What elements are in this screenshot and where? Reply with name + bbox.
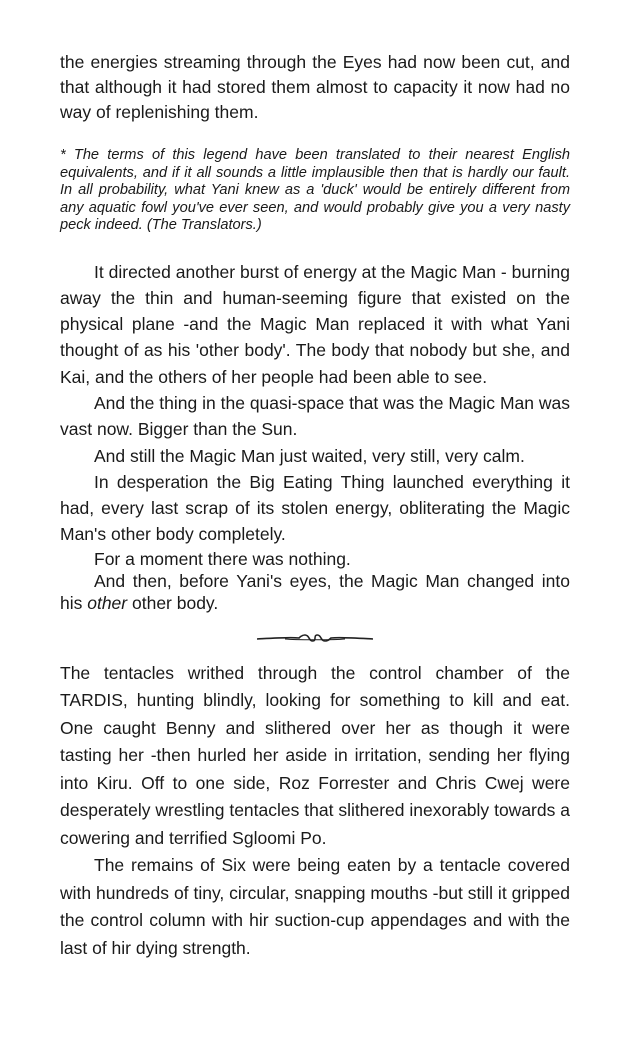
translator-footnote: * The terms of this legend have been translated to their nearest English equivalents, and if it all sounds a little implausible then that is hardly our fault. In all probability, what Yani knew as a 'duck' would be entirely different from any aquatic fowl you've ever seen, and would probably give you a very nasty peck indeed. (The Translators.) bbox=[60, 147, 570, 233]
paragraph-text: other body. bbox=[127, 592, 219, 613]
paragraph: For a moment there was nothing. bbox=[94, 548, 351, 569]
section-divider bbox=[60, 624, 570, 652]
paragraph bbox=[60, 570, 570, 614]
continued-paragraph: the energies streaming through the Eyes had now been cut, and that although it had stored them almost to capacity it now had no way of replenishing them. bbox=[60, 52, 570, 122]
book-page bbox=[60, 50, 570, 962]
paragraph: It directed another burst of energy at the Magic Man - burning away the thin and human-seeming figure that existed on the physical plane -and the Magic Man replaced it with what Yani thought of as his 'other body'. The body that nobody but she, and Kai, and the others of her people had been able to see. bbox=[60, 261, 570, 387]
section-two bbox=[60, 660, 570, 963]
paragraph: The tentacles writhed through the control chamber of the TARDIS, hunting blindly, looking for something to kill and eat. One caught Benny and slithered over her as though it were tasting her -then hurled her aside in irritation, sending her flying into Kiru. Off to one side, Roz Forrester and Chris Cwej were desperately wrestling tentacles that slithered inexorably towards a cowering and terrified Sgloomi Po. bbox=[60, 662, 570, 848]
paragraph: In desperation the Big Eating Thing launched everything it had, every last scrap of its stolen energy, obliterating the Magic Man's other body completely. bbox=[60, 471, 570, 545]
paragraph: And the thing in the quasi-space that was the Magic Man was vast now. Bigger than the Sun. bbox=[60, 392, 570, 440]
ornamental-scroll-icon bbox=[255, 630, 375, 646]
paragraph-text: And then, before Yani's eyes, the Magic Man changed into his bbox=[60, 570, 570, 613]
paragraph: And still the Magic Man just waited, very still, very calm. bbox=[94, 445, 525, 466]
paragraph: The remains of Six were being eaten by a tentacle covered with hundreds of tiny, circular, snapping mouths -but still it gripped the control column with hir suction-cup appendages and with the last of hir dying strength. bbox=[60, 855, 570, 958]
section-one bbox=[60, 259, 570, 614]
emphasis-text: other bbox=[87, 592, 128, 613]
